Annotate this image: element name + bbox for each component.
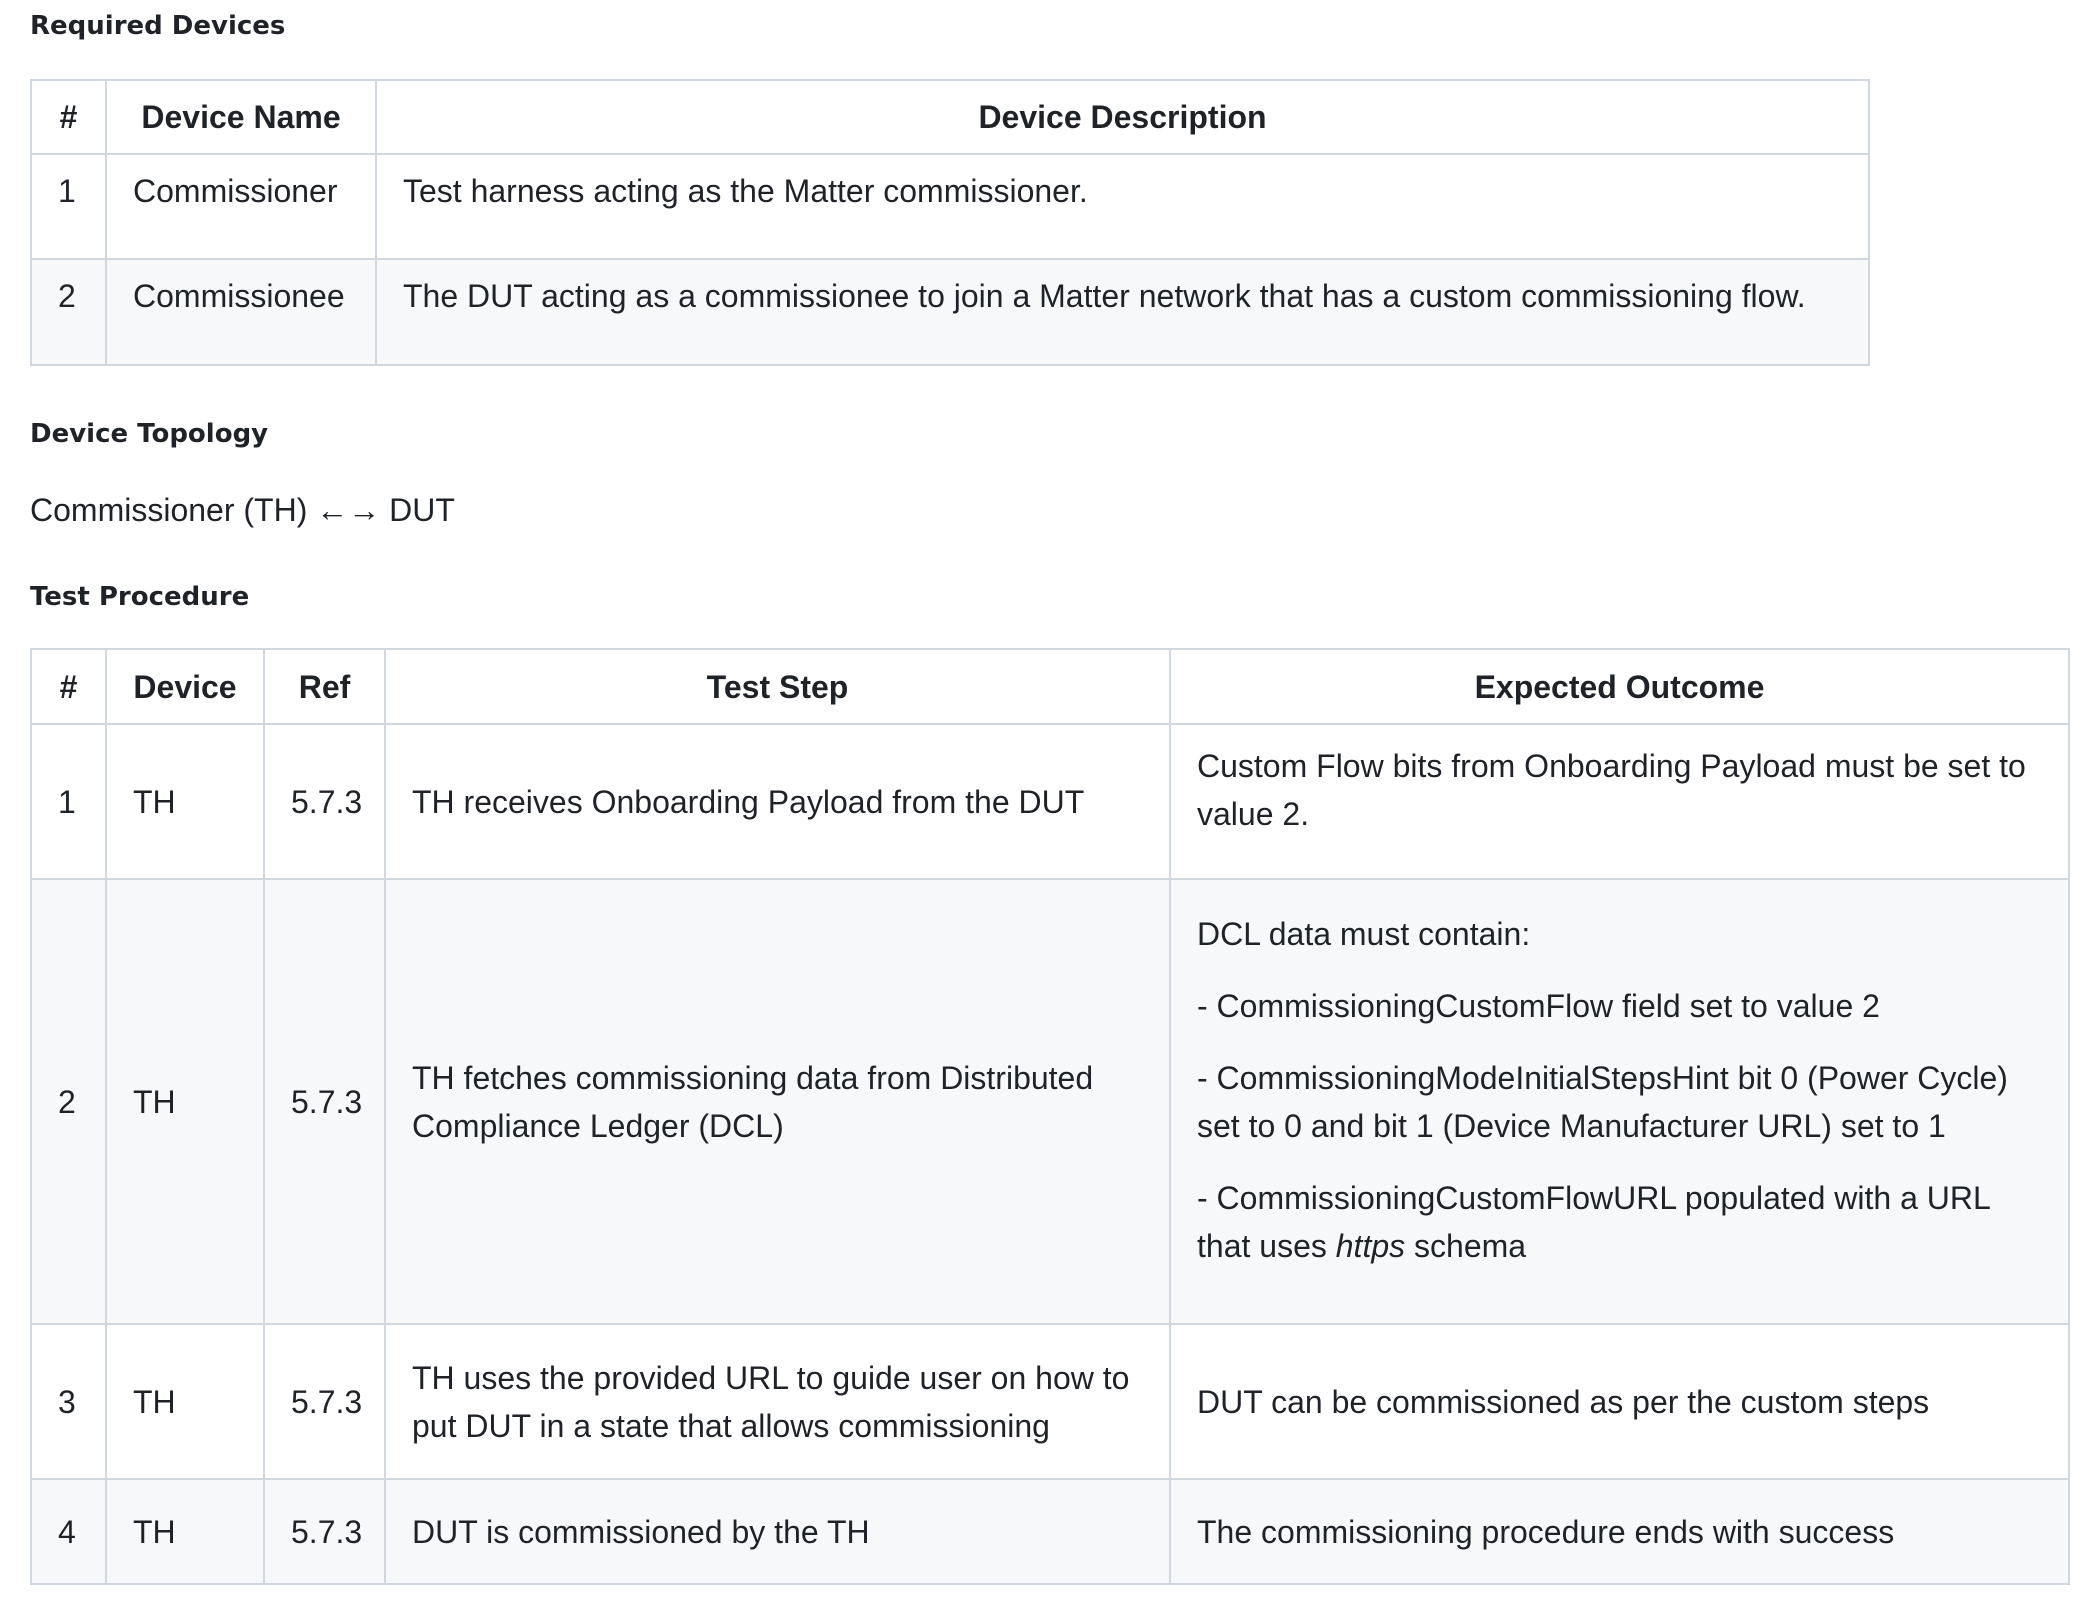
column-header-expected-outcome: Expected Outcome <box>1170 649 2069 724</box>
cell-ref: 5.7.3 <box>264 1479 385 1584</box>
cell-device-description: Test harness acting as the Matter commissioner. <box>376 154 1869 259</box>
column-header-device: Device <box>106 649 264 724</box>
cell-test-step: TH fetches commissioning data from Distributed Compliance Ledger (DCL) <box>385 879 1170 1324</box>
cell-number: 4 <box>31 1479 106 1584</box>
outcome-emphasis-https: https <box>1335 1227 1406 1264</box>
cell-expected-outcome: DUT can be commissioned as per the custom steps <box>1170 1324 2069 1479</box>
cell-expected-outcome <box>1170 724 2069 879</box>
required-devices-table <box>30 79 1870 366</box>
cell-device: TH <box>106 724 264 879</box>
cell-test-step: TH receives Onboarding Payload from the DUT <box>385 724 1170 879</box>
outcome-text: schema <box>1405 1227 1527 1264</box>
table-row <box>31 259 1869 365</box>
device-topology-text: Commissioner (TH) ←→ DUT <box>30 492 455 528</box>
required-devices-heading: Required Devices <box>30 11 286 41</box>
cell-ref: 5.7.3 <box>264 1324 385 1479</box>
cell-device-name: Commissioner <box>106 154 376 259</box>
table-row <box>31 724 2069 879</box>
outcome-paragraph: - CommissioningCustomFlow field set to value 2 <box>1197 987 1880 1024</box>
table-header-row <box>31 649 2069 724</box>
table-row <box>31 1479 2069 1584</box>
cell-test-step: TH uses the provided URL to guide user on how to put DUT in a state that allows commissioning <box>385 1324 1170 1479</box>
table-row <box>31 879 2069 1324</box>
outcome-paragraph: DCL data must contain: <box>1197 915 1531 952</box>
column-header-device-name: Device Name <box>106 80 376 154</box>
cell-expected-outcome: The commissioning procedure ends with success <box>1170 1479 2069 1584</box>
cell-device: TH <box>106 1324 264 1479</box>
outcome-paragraph <box>1197 1174 2042 1270</box>
cell-number: 2 <box>31 879 106 1324</box>
test-procedure-table <box>30 648 2070 1585</box>
column-header-test-step: Test Step <box>385 649 1170 724</box>
device-topology-heading: Device Topology <box>30 419 269 449</box>
column-header-number: # <box>31 649 106 724</box>
cell-number: 1 <box>31 724 106 879</box>
cell-ref: 5.7.3 <box>264 879 385 1324</box>
cell-number: 3 <box>31 1324 106 1479</box>
cell-device: TH <box>106 1479 264 1584</box>
outcome-paragraph: - CommissioningModeInitialStepsHint bit 0 (Power Cycle) set to 0 and bit 1 (Device Manufacturer URL) set to 1 <box>1197 1059 2008 1144</box>
test-procedure-heading: Test Procedure <box>30 582 250 612</box>
cell-device: TH <box>106 879 264 1324</box>
cell-device-description: The DUT acting as a commissionee to join a Matter network that has a custom commissioning flow. <box>376 259 1869 365</box>
column-header-number: # <box>31 80 106 154</box>
column-header-ref: Ref <box>264 649 385 724</box>
cell-ref: 5.7.3 <box>264 724 385 879</box>
outcome-text: - CommissioningCustomFlowURL populated with a URL that uses <box>1197 1179 1990 1264</box>
cell-test-step: DUT is commissioned by the TH <box>385 1479 1170 1584</box>
column-header-device-description: Device Description <box>376 80 1869 154</box>
cell-expected-outcome <box>1170 879 2069 1324</box>
table-header-row <box>31 80 1869 154</box>
cell-device-name: Commissionee <box>106 259 376 365</box>
outcome-text: Custom Flow bits from Onboarding Payload must be set to value 2. <box>1197 747 2026 832</box>
cell-number: 2 <box>31 259 106 365</box>
table-row <box>31 1324 2069 1479</box>
cell-number: 1 <box>31 154 106 259</box>
table-row <box>31 154 1869 259</box>
